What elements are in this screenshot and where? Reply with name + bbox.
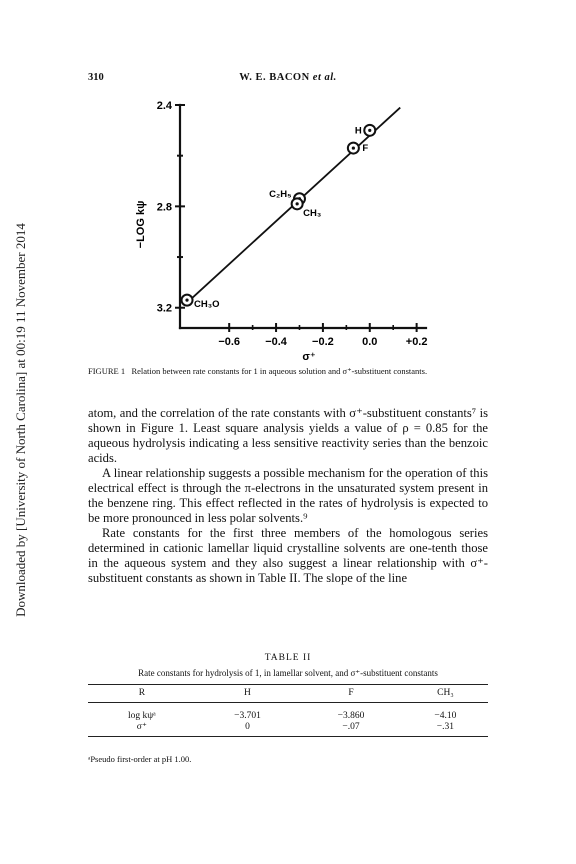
- data-point-label: CH₃O: [194, 299, 220, 311]
- x-axis-label: σ⁺: [302, 351, 316, 363]
- x-tick-label: −0.2: [312, 336, 334, 348]
- table-title: TABLE II: [264, 653, 312, 663]
- figure-label: FIGURE 1: [88, 366, 126, 376]
- x-tick-label: −0.6: [218, 336, 241, 348]
- paragraph: A linear relationship suggests a possible mechanism for the operation of this electrical effect is through the π-electrons in the unsaturated system present in the benzene ring. This effect reflected in the rates of hydrolysis is expected to be more pronounced in less polar solvents.⁹: [88, 466, 488, 525]
- running-header: [88, 72, 488, 88]
- table-header-cell: R: [88, 685, 196, 703]
- table-header-cell: H: [196, 685, 300, 703]
- figure-caption: [88, 366, 488, 377]
- running-head-authors: [88, 72, 488, 83]
- table-header-cell: F: [299, 685, 403, 703]
- y-axis-label: −LOG kψ: [135, 200, 147, 249]
- table-cell: −3.860: [337, 711, 365, 721]
- authors-suffix: et al.: [312, 72, 337, 83]
- authors: W. E. BACON: [239, 72, 310, 83]
- table-cell: −3.701: [234, 711, 261, 721]
- table-footnote: ᵃPseudo first-order at pH 1.00.: [88, 754, 192, 764]
- y-tick-label: 2.4: [156, 100, 172, 112]
- x-tick-label: 0.0: [362, 336, 378, 348]
- data-point-center: [296, 202, 299, 205]
- download-notice-text: Downloaded by [University of North Carolina] at 00:19 11 November 2014: [13, 223, 28, 617]
- download-notice: [10, 100, 32, 740]
- x-tick-label: +0.2: [405, 336, 428, 348]
- table-cell: −4.10: [434, 711, 457, 721]
- figure-1-plot: [130, 92, 450, 364]
- table-cell: log kψᵃ: [127, 711, 156, 721]
- y-tick-label: 2.8: [156, 201, 172, 214]
- rate-constants-table: [88, 684, 488, 737]
- table-header-cell: CH₃: [403, 685, 488, 703]
- table-header-row: [88, 685, 488, 703]
- figure-caption-text: Relation between rate constants for 1 in aqueous solution and σ⁺-substituent constants.: [131, 366, 428, 376]
- table-cell: σ⁺: [88, 722, 196, 737]
- paragraph: atom, and the correlation of the rate constants with σ⁺-substituent constants⁷ is shown in Figure 1. Least square analysis yields a value of ρ = 0.85 for the aqueous hydrolysis indicating a less sensitive reactivity series than the benzoic acids.: [88, 406, 488, 465]
- data-point-center: [185, 299, 188, 302]
- y-tick-label: 3.2: [156, 302, 172, 315]
- data-point-center: [352, 146, 355, 149]
- table-caption: Rate constants for hydrolysis of 1, in lamellar solvent, and σ⁺-substituent constants: [138, 668, 438, 678]
- data-point-label: H: [354, 125, 362, 137]
- table-cell: −.07: [299, 722, 403, 737]
- body-text: [88, 406, 488, 586]
- data-point-label: CH₃: [303, 207, 322, 219]
- table-row: [88, 703, 488, 723]
- table-cell: 0: [196, 722, 300, 737]
- paragraph: Rate constants for the first three members of the homologous series determined in cationic lamellar liquid crystalline solvents are one-tenth those in the aqueous system and they also suggest a linear relationship with σ⁺-substituent constants as shown in Table II. The slope of the line: [88, 526, 488, 585]
- data-point-label: F: [362, 143, 369, 155]
- table-cell: −.31: [403, 722, 488, 737]
- x-tick-label: −0.4: [265, 336, 287, 348]
- data-point-center: [368, 129, 371, 132]
- data-point-label: C₂H₅: [269, 188, 292, 200]
- page-number: 310: [88, 72, 104, 83]
- table-row: [88, 722, 488, 737]
